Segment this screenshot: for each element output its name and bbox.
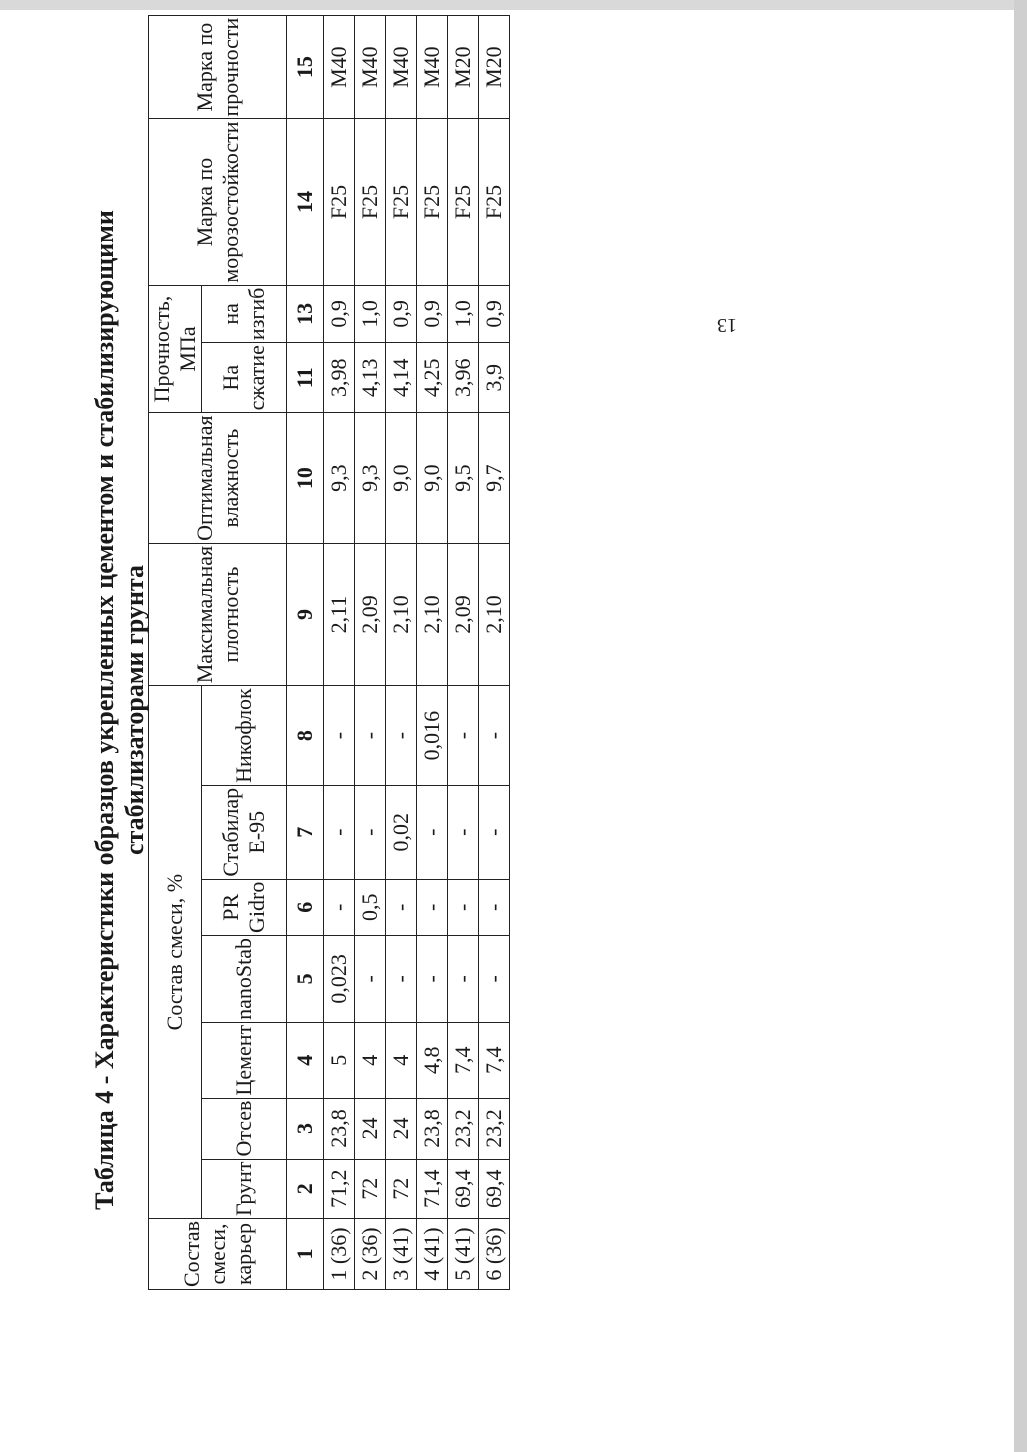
table-cell: M40 [355,15,386,119]
sample-id-cell: 1 (36) [324,1218,355,1289]
table-cell: 69,4 [479,1159,510,1218]
column-number-cell: 14 [287,119,324,285]
table-cell: 1,0 [448,285,479,342]
table-cell: F25 [479,119,510,285]
column-number-cell: 11 [287,343,324,413]
table-cell: 23,2 [479,1098,510,1159]
page-number: 13 [717,314,737,336]
table-cell: - [479,686,510,786]
table-cell: - [417,879,448,935]
table-cell: 4 [386,1022,417,1098]
table-cell: M40 [324,15,355,119]
table-cell: 72 [386,1159,417,1218]
column-number-cell: 15 [287,15,324,119]
table-cell: 23,2 [448,1098,479,1159]
table-cell: 9,5 [448,413,479,543]
table-row [479,15,510,1289]
table-cell: - [448,935,479,1022]
column-number-cell: 10 [287,413,324,543]
table-cell: 4,13 [355,343,386,413]
table-row [324,15,355,1289]
column-number-cell: 7 [287,785,324,879]
table-cell: F25 [417,119,448,285]
table-cell: 4,14 [386,343,417,413]
table-cell: - [324,785,355,879]
table-cell: 0,9 [386,285,417,342]
table-cell: 9,3 [355,413,386,543]
header-sample: Состав смеси, карьер [149,1218,287,1289]
sample-id-cell: 3 (41) [386,1218,417,1289]
table-cell: - [448,785,479,879]
table-cell: 2,10 [479,543,510,685]
table-cell: 23,8 [417,1098,448,1159]
table-cell: 5 [324,1022,355,1098]
table-title: Таблица 4 - Характеристики образцов укрепленных цементом и стабилизирующими стабилизаторами грунта [90,210,149,1210]
table-cell: F25 [324,119,355,285]
table-cell: 4,8 [417,1022,448,1098]
sample-id-cell: 4 (41) [417,1218,448,1289]
table-cell: - [417,935,448,1022]
table-cell: 3,98 [324,343,355,413]
table-cell: 0,9 [417,285,448,342]
column-number-cell: 1 [287,1218,324,1289]
table-body [324,15,510,1289]
characteristics-table [148,15,510,1290]
table-cell: F25 [448,119,479,285]
table-cell: 0,9 [479,285,510,342]
table-cell: 72 [355,1159,386,1218]
column-number-cell: 2 [287,1159,324,1218]
table-cell: - [417,785,448,879]
table-cell: - [324,686,355,786]
table-cell: - [355,785,386,879]
table-cell: 0,016 [417,686,448,786]
table-cell: 9,3 [324,413,355,543]
header-stabilar: Стабилар Е-95 [202,785,287,879]
table-cell: 2,11 [324,543,355,685]
header-composition-group: Состав смеси, % [149,686,202,1219]
table-cell: 1,0 [355,285,386,342]
table-cell: F25 [386,119,417,285]
header-row-1 [149,15,202,1289]
table-cell: 0,9 [324,285,355,342]
sample-id-cell: 2 (36) [355,1218,386,1289]
table-cell: 2,10 [417,543,448,685]
header-nikoflok: Никофлок [202,686,287,786]
table-cell: - [479,879,510,935]
table-cell: 9,7 [479,413,510,543]
column-number-cell: 4 [287,1022,324,1098]
table-cell: 0,02 [386,785,417,879]
sample-id-cell: 5 (41) [448,1218,479,1289]
header-strength-grade: Марка по прочности [149,15,287,119]
column-numbers-row [287,15,324,1289]
table-cell: 2,10 [386,543,417,685]
table-cell: - [355,686,386,786]
table-row [448,15,479,1289]
header-nanostab: nanoStab [202,935,287,1022]
header-opt-moisture: Оптимальная влажность [149,413,287,543]
table-cell: 4 [355,1022,386,1098]
table-cell: - [386,879,417,935]
table-cell: 7,4 [479,1022,510,1098]
table-cell: 7,4 [448,1022,479,1098]
table-row [417,15,448,1289]
header-max-density: Максимальная плотность [149,543,287,685]
header-screening: Отсев [202,1098,287,1159]
table-cell: 2,09 [355,543,386,685]
table-cell: 0,023 [324,935,355,1022]
table-cell: 69,4 [448,1159,479,1218]
sample-id-cell: 6 (36) [479,1218,510,1289]
table-cell: M20 [448,15,479,119]
table-cell: 23,8 [324,1098,355,1159]
table-cell: - [448,879,479,935]
table-cell: M40 [417,15,448,119]
table-cell: 24 [355,1098,386,1159]
column-number-cell: 3 [287,1098,324,1159]
table-row [386,15,417,1289]
header-compression: На сжатие [202,343,287,413]
header-soil: Грунт [202,1159,287,1218]
header-strength-group: Прочность, МПа [149,285,202,413]
table-cell: 71,4 [417,1159,448,1218]
column-number-cell: 8 [287,686,324,786]
header-pr-gidro: PR Gidro [202,879,287,935]
table-cell: 3,96 [448,343,479,413]
column-number-cell: 5 [287,935,324,1022]
table-cell: - [386,686,417,786]
header-cement: Цемент [202,1022,287,1098]
column-number-cell: 13 [287,285,324,342]
table-cell: - [479,935,510,1022]
table-cell: - [355,935,386,1022]
table-cell: 2,09 [448,543,479,685]
scan-right-edge [1014,0,1027,1452]
table-cell: M20 [479,15,510,119]
table-cell: 9,0 [386,413,417,543]
table-cell: 0,5 [355,879,386,935]
table-cell: 3,9 [479,343,510,413]
table-cell: F25 [355,119,386,285]
rotated-page-content [90,17,737,1290]
header-bending: на изгиб [202,285,287,342]
header-frost-grade: Марка по морозостойкости [149,119,287,285]
column-number-cell: 9 [287,543,324,685]
table-cell: - [386,935,417,1022]
table-cell: 4,25 [417,343,448,413]
table-cell: 71,2 [324,1159,355,1218]
column-number-cell: 6 [287,879,324,935]
table-cell: - [448,686,479,786]
table-cell: - [479,785,510,879]
table-cell: - [324,879,355,935]
scan-top-edge [0,0,1027,10]
table-cell: 9,0 [417,413,448,543]
table-row [355,15,386,1289]
table-cell: 24 [386,1098,417,1159]
table-cell: M40 [386,15,417,119]
